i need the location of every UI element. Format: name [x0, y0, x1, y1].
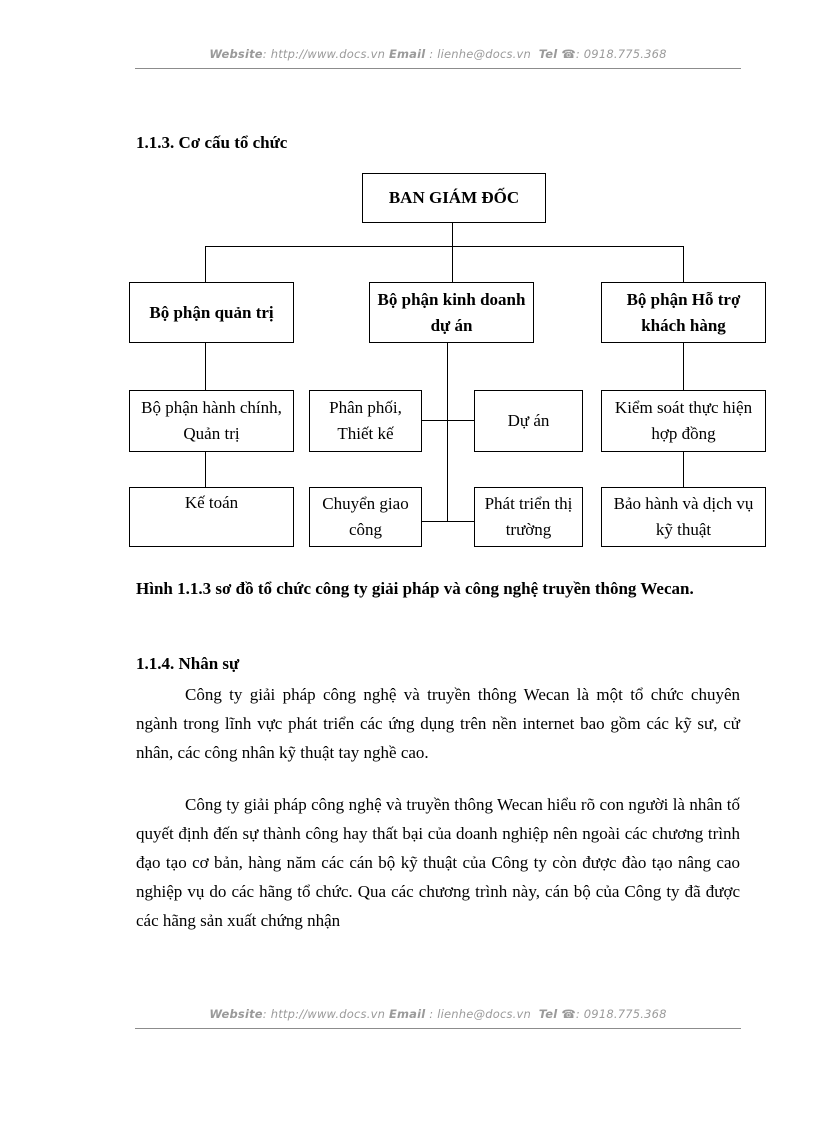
- connector-line: [205, 246, 206, 282]
- org-box-support-dept: Bộ phận Hỗ trợ khách hàng: [601, 282, 766, 343]
- org-chart: [0, 0, 816, 560]
- footer-email-label: Email: [388, 1007, 426, 1021]
- org-box-market-development: Phát triển thị trường: [474, 487, 583, 547]
- org-box-projects: Dự án: [474, 390, 583, 452]
- header-tel: : 0918.775.368: [575, 47, 667, 61]
- footer-email: : lienhe@docs.vn: [429, 1007, 532, 1021]
- connector-line: [683, 343, 684, 390]
- section-heading-1-1-3: 1.1.3. Cơ cấu tổ chức: [136, 133, 288, 152]
- footer-website: : http://www.docs.vn: [262, 1007, 386, 1021]
- connector-line: [683, 246, 684, 282]
- footer-divider: [135, 1028, 741, 1029]
- phone-icon: ☎: [561, 47, 576, 61]
- page-footer: [135, 1007, 741, 1021]
- footer-tel-label: Tel: [538, 1007, 558, 1021]
- paragraph: Công ty giải pháp công nghệ và truyền thông Wecan hiểu rõ con người là nhân tố quyết định đến sự thành công hay thất bại của doanh nghiệp nên ngoài các chương trình đạo tạo cơ bản, hàng năm các cán bộ kỹ thuật của Công ty còn được đào tạo nâng cao nghiệp vụ do các hãng tổ chức. Qua các chương trình này, cán bộ của Công ty đã được các hãng sản xuất chứng nhận: [136, 795, 740, 930]
- org-box-business-dept: Bộ phận kinh doanh dự án: [369, 282, 534, 343]
- footer-tel: : 0918.775.368: [575, 1007, 667, 1021]
- org-box-warranty-service: Bảo hành và dịch vụ kỹ thuật: [601, 487, 766, 547]
- connector-line: [422, 420, 474, 421]
- header-email: : lienhe@docs.vn: [429, 47, 532, 61]
- figure-caption: Hình 1.1.3 sơ đồ tổ chức công ty giải pháp và công nghệ truyền thông Wecan.: [136, 579, 694, 598]
- header-tel-label: Tel: [538, 47, 558, 61]
- connector-line: [205, 343, 206, 390]
- org-box-accounting: Kế toán: [129, 487, 294, 547]
- connector-line: [205, 246, 683, 247]
- org-box-admin-dept: Bộ phận quản trị: [129, 282, 294, 343]
- section-heading-1-1-4: 1.1.4. Nhân sự: [136, 654, 240, 673]
- header-website: : http://www.docs.vn: [262, 47, 386, 61]
- org-box-board-of-directors: BAN GIÁM ĐỐC: [362, 173, 546, 223]
- header-website-label: Website: [209, 47, 263, 61]
- phone-icon: ☎: [561, 1007, 576, 1021]
- org-box-contract-control: Kiểm soát thực hiện hợp đồng: [601, 390, 766, 452]
- connector-line: [452, 223, 453, 247]
- org-box-technology-transfer: Chuyển giao công: [309, 487, 422, 547]
- paragraph: Công ty giải pháp công nghệ và truyền thông Wecan là một tổ chức chuyên ngành trong lĩnh vực phát triển các ứng dụng trên nền internet bao gồm các kỹ sư, cử nhân, các công nhân kỹ thuật tay nghề cao.: [136, 685, 740, 762]
- connector-line: [205, 452, 206, 487]
- org-box-distribution-design: Phân phối, Thiết kế: [309, 390, 422, 452]
- footer-website-label: Website: [209, 1007, 263, 1021]
- connector-line: [422, 521, 474, 522]
- header-email-label: Email: [388, 47, 426, 61]
- connector-line: [452, 246, 453, 282]
- connector-line: [447, 343, 448, 521]
- org-box-admin-office: Bộ phận hành chính, Quản trị: [129, 390, 294, 452]
- connector-line: [683, 452, 684, 487]
